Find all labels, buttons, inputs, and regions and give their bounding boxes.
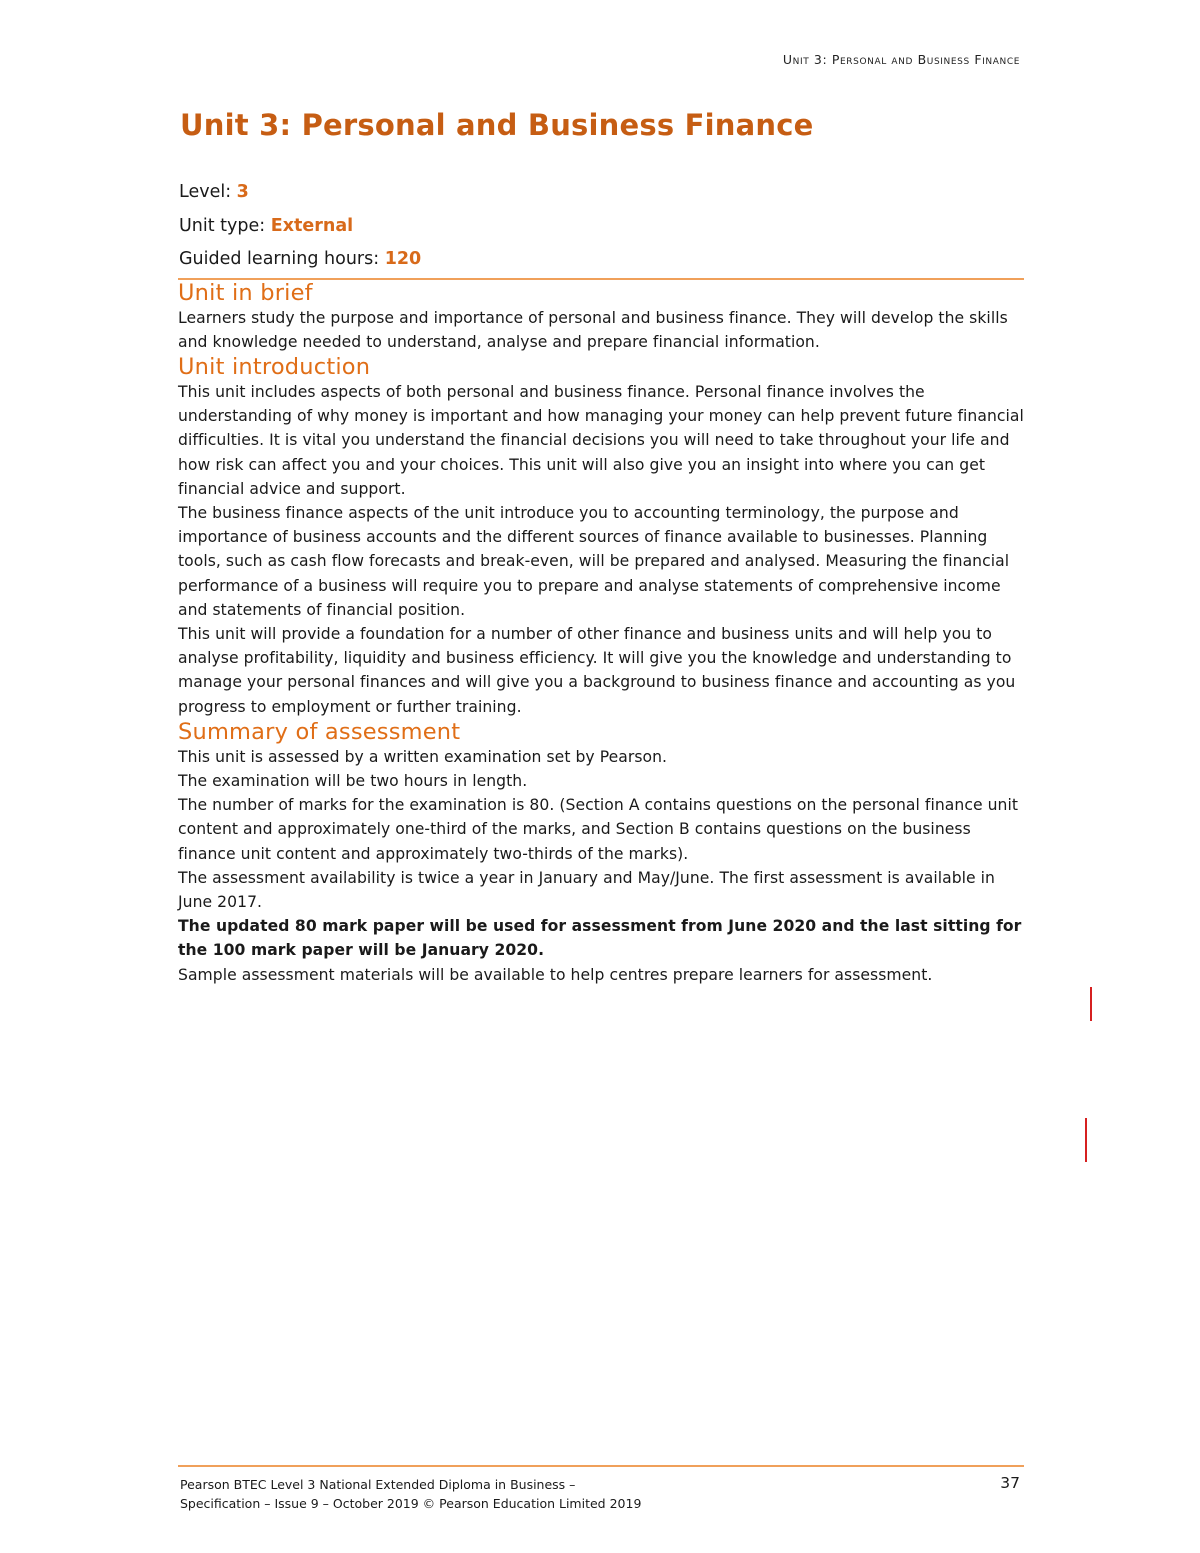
change-bar bbox=[1085, 1118, 1087, 1162]
summary-paragraph: The examination will be two hours in length. bbox=[178, 771, 528, 790]
page-number: 37 bbox=[1000, 1474, 1020, 1492]
glh-value: 120 bbox=[384, 249, 422, 269]
footer-line-1: Pearson BTEC Level 3 National Extended Diploma in Business – bbox=[180, 1477, 576, 1492]
summary-paragraph: The assessment availability is twice a year in January and May/June. The first assessment is available in June 2017. bbox=[178, 868, 995, 911]
unit-type-label: Unit type: bbox=[179, 215, 271, 236]
footer-divider bbox=[178, 1465, 1024, 1467]
page-title: Unit 3: Personal and Business Finance bbox=[180, 108, 814, 142]
unit-in-brief-heading: Unit in brief bbox=[178, 279, 313, 306]
unit-introduction-heading: Unit introduction bbox=[178, 353, 371, 380]
unit-type-row bbox=[179, 210, 1024, 244]
summary-paragraph: Sample assessment materials will be available to help centres prepare learners for assessment. bbox=[178, 965, 933, 984]
glh-label: Guided learning hours: bbox=[179, 249, 385, 269]
level-value: 3 bbox=[236, 182, 249, 202]
summary-paragraph: This unit is assessed by a written examination set by Pearson. bbox=[178, 747, 668, 766]
page-content bbox=[178, 108, 1024, 987]
running-header: Unit 3: Personal and Business Finance bbox=[782, 52, 1020, 67]
summary-paragraph: The number of marks for the examination is 80. (Section A contains questions on the personal finance unit content and approximately one-third of the marks, and Section B contains questions on the business finance unit content and approximately two-thirds of the marks). bbox=[178, 796, 1019, 863]
intro-paragraph: The business finance aspects of the unit introduce you to accounting terminology, the purpose and importance of business accounts and the different sources of finance available to businesses. Planning tools, such as cash flow forecasts and break-even, will be prepared and analysed. Measuring the financial performance of a business will require you to prepare and analyse statements of comprehensive income and statements of financial position. bbox=[178, 503, 1010, 619]
intro-paragraph: This unit includes aspects of both personal and business finance. Personal finance involves the understanding of why money is important and how managing your money can help prevent future financial difficulties. It is vital you understand the financial decisions you will need to take throughout your life and how risk can affect you and your choices. This unit will also give you an insight into where you can get financial advice and support. bbox=[178, 382, 1024, 498]
glh-row bbox=[179, 243, 1024, 277]
footer-line-2: Specification – Issue 9 – October 2019 © Pearson Education Limited 2019 bbox=[180, 1495, 642, 1511]
unit-type-value: External bbox=[270, 215, 354, 236]
summary-of-assessment-heading: Summary of assessment bbox=[178, 718, 461, 745]
change-bar bbox=[1090, 987, 1092, 1021]
level-row bbox=[179, 176, 1024, 210]
summary-update-note: The updated 80 mark paper will be used for assessment from June 2020 and the last sitting for the 100 mark paper will be January 2020. bbox=[178, 917, 1022, 960]
intro-paragraph: This unit will provide a foundation for a number of other finance and business units and will help you to analyse profitability, liquidity and business efficiency. It will give you the knowledge and understanding to manage your personal finances and will give you a background to business finance and accounting as you progress to employment or further training. bbox=[178, 624, 1016, 716]
unit-in-brief-text: Learners study the purpose and importance of personal and business finance. They will develop the skills and knowledge needed to understand, analyse and prepare financial information. bbox=[178, 308, 1008, 351]
level-label: Level: bbox=[179, 182, 237, 202]
footer-text bbox=[180, 1476, 641, 1513]
unit-meta bbox=[178, 176, 1024, 277]
